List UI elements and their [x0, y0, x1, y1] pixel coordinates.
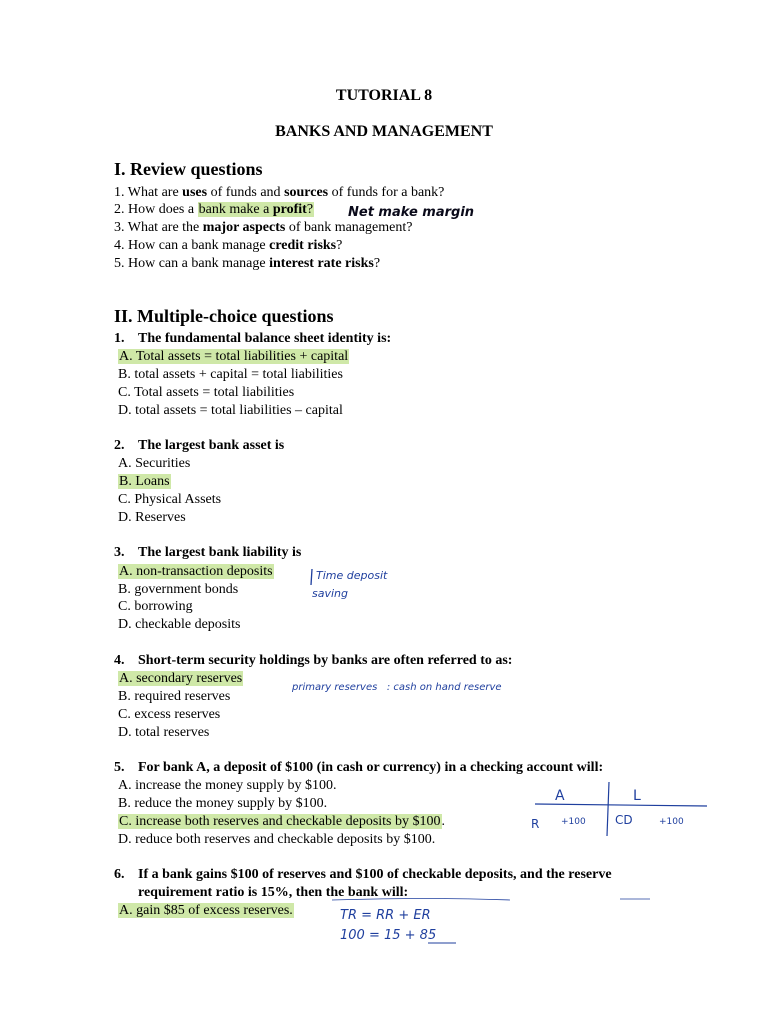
mcq-4-option-c: C. excess reserves: [118, 707, 221, 722]
review-heading: I. Review questions: [114, 159, 263, 179]
mcq-1-option-c: C. Total assets = total liabilities: [118, 385, 295, 400]
svg-text:100 = 15 + 85: 100 = 15 + 85: [340, 928, 437, 943]
mcq-5-option-b: B. reduce the money supply by $100.: [118, 796, 328, 811]
mcq-6-option-a: A. gain $85 of excess reserves.: [119, 903, 293, 918]
svg-text:Time deposit: Time deposit: [316, 569, 388, 582]
svg-text:CD: CD: [615, 813, 633, 827]
svg-text:+100: +100: [659, 817, 684, 827]
mcq-4-option-d: D. total reserves: [118, 725, 210, 740]
mcq-2-option-d: D. Reserves: [118, 510, 186, 525]
svg-text:+100: +100: [561, 817, 586, 827]
mcq-4-option-b: B. required reserves: [118, 689, 231, 704]
mcq-question-1: 1. The fundamental balance sheet identity is:: [114, 331, 392, 346]
mcq-3-option-d: D. checkable deposits: [118, 617, 241, 632]
mcq-1-option-d: D. total assets = total liabilities – capital: [118, 403, 343, 418]
page-subtitle: BANKS AND MANAGEMENT: [275, 123, 493, 140]
review-question-3: 3. What are the major aspects of bank management?: [114, 220, 413, 235]
mcq-heading: II. Multiple-choice questions: [114, 306, 334, 326]
handwritten-note-primary-reserves: [290, 676, 580, 696]
svg-text:Net make margin: Net make margin: [348, 205, 475, 220]
mcq-question-6: 6. If a bank gains $100 of reserves and $100 of checkable deposits, and the reserve: [114, 867, 612, 882]
mcq-question-6-line2: requirement ratio is 15%, then the bank will:: [138, 885, 409, 900]
mcq-3-option-a: A. non-transaction deposits: [119, 564, 273, 579]
mcq-5-option-a: A. increase the money supply by $100.: [118, 778, 337, 793]
mcq-question-5: 5. For bank A, a deposit of $100 (in cash or currency) in a checking account will:: [114, 760, 604, 775]
review-question-2: 2. How does a bank make a profit?: [114, 202, 314, 217]
mcq-2-option-a: A. Securities: [118, 456, 191, 471]
svg-text:TR = RR + ER: TR = RR + ER: [340, 908, 431, 923]
mcq-question-3: 3. The largest bank liability is: [114, 545, 302, 560]
mcq-question-4: 4. Short-term security holdings by banks are often referred to as:: [114, 653, 513, 668]
mcq-5-option-d: D. reduce both reserves and checkable deposits by $100.: [118, 832, 436, 847]
svg-text:A: A: [555, 788, 565, 804]
review-question-5: 5. How can a bank manage interest rate risks?: [114, 256, 381, 271]
mcq-question-2: 2. The largest bank asset is: [114, 438, 285, 453]
review-question-4: 4. How can a bank manage credit risks?: [114, 238, 343, 253]
svg-text:saving: saving: [312, 587, 348, 600]
mcq-3-option-c: C. borrowing: [118, 599, 193, 614]
mcq-1-option-a: A. Total assets = total liabilities + capital: [119, 349, 349, 364]
review-question-1: 1. What are uses of funds and sources of funds for a bank?: [114, 185, 445, 200]
svg-text:R: R: [531, 817, 540, 831]
svg-text:primary reserves : cash on h: primary reserves : cash on hand reserve: [292, 682, 502, 693]
mcq-2-option-c: C. Physical Assets: [118, 492, 222, 507]
mcq-2-option-b: B. Loans: [119, 474, 170, 489]
mcq-5-option-c: C. increase both reserves and checkable deposits by $100.: [119, 814, 446, 829]
handwritten-note-time-deposit: [306, 563, 416, 605]
mcq-3-option-b: B. government bonds: [118, 582, 239, 597]
handwritten-reserve-equation: [336, 903, 476, 949]
page-title: TUTORIAL 8: [335, 87, 433, 104]
mcq-4-option-a: A. secondary reserves: [119, 671, 243, 686]
svg-text:L: L: [633, 788, 641, 804]
handwritten-t-account: [525, 780, 715, 840]
mcq-1-option-b: B. total assets + capital = total liabilities: [118, 367, 343, 382]
